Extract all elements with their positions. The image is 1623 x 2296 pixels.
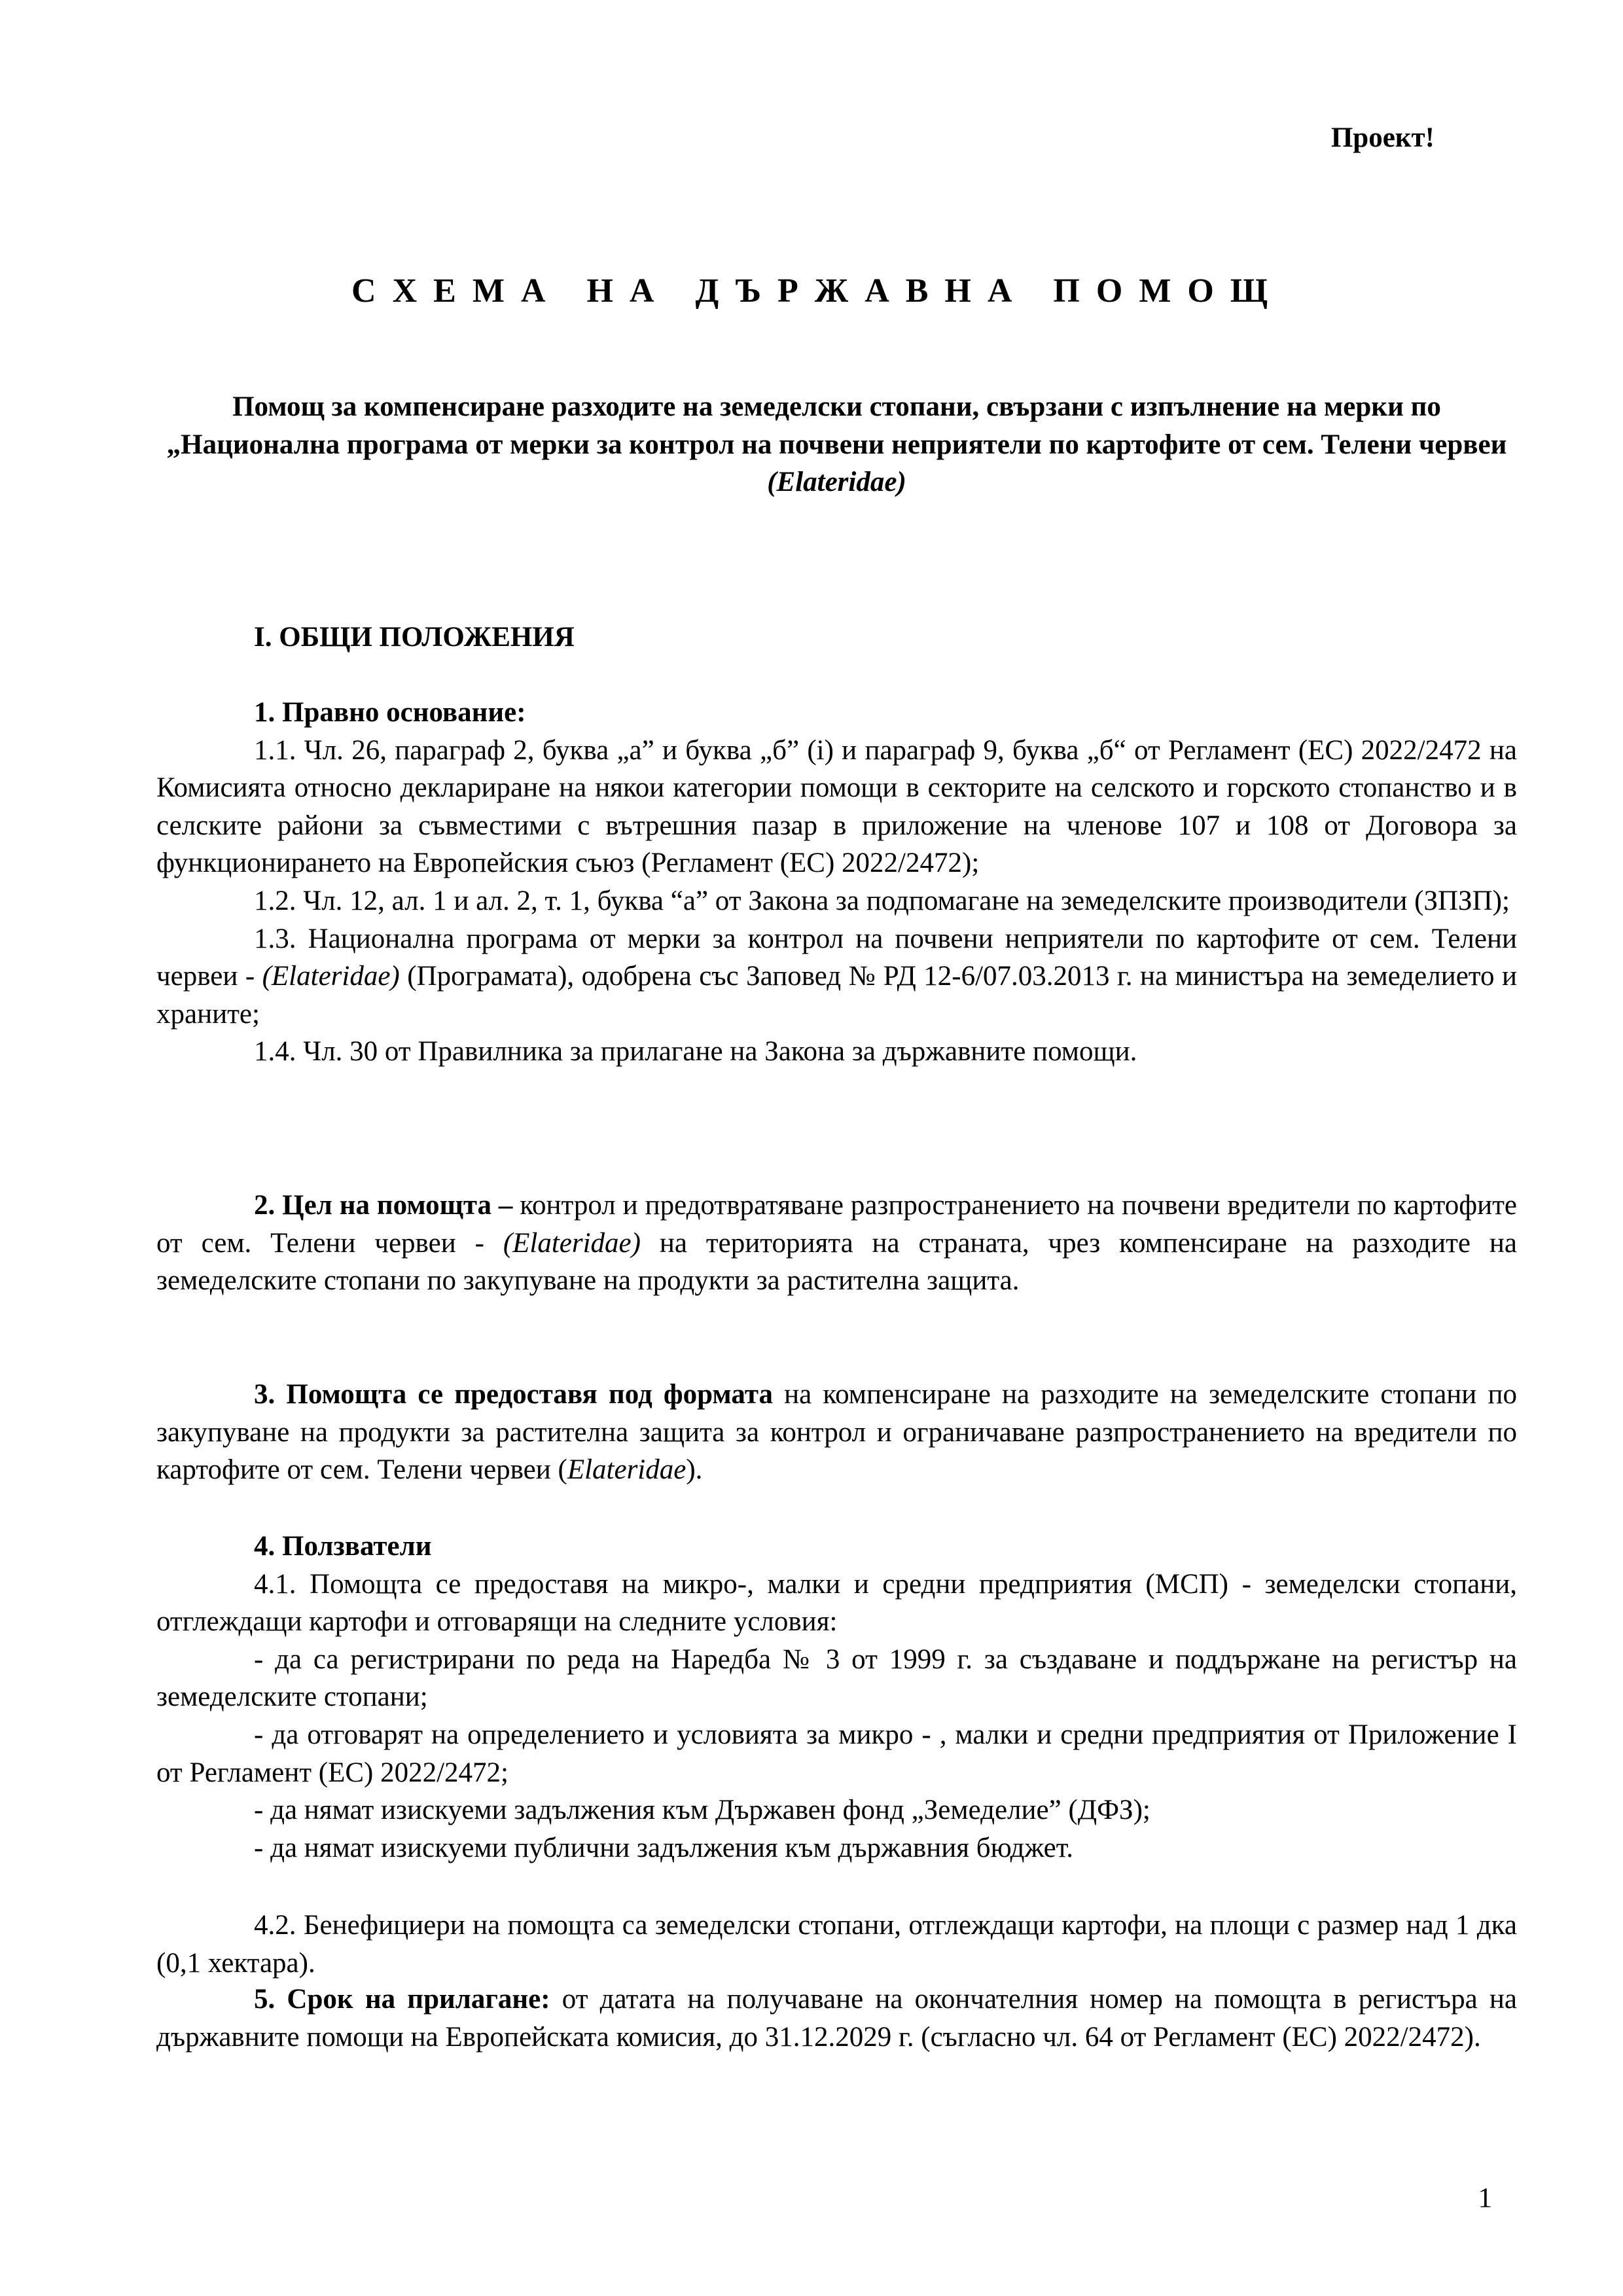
paragraph (156, 882, 1517, 920)
text-run: 2. Цел на помощта – (254, 1190, 513, 1221)
text-run: (Elateridae) (262, 961, 400, 992)
paragraph (156, 1791, 1517, 1829)
text-run: 4.1. Помощта се предоставя на микро-, малки и средни предприятия (МСП) - земеделски стопани, отглеждащи картофи и отговарящи на следните условия: (156, 1568, 1517, 1638)
paragraph (156, 1829, 1517, 1867)
paragraph (156, 1907, 1517, 1982)
text-run: 4.2. Бенефициери на помощта са земеделски стопани, отглеждащи картофи, на площи с размер над 1 дка (0,1 хектара). (156, 1910, 1517, 1979)
paragraph (156, 1528, 1517, 1566)
section-application-period (156, 1981, 1517, 2056)
text-run: 5. Срок на прилагане: (254, 1984, 550, 2015)
text-run: от датата на получаване на окончателния номер на помощта в регистъра на държавните помощи на Европейската комисия, до 31.12.2029 г. (съгласно чл. 64 от Регламент (ЕС) 2022/2472). (156, 1984, 1517, 2053)
section-aid-purpose (156, 1187, 1517, 1300)
paragraph (156, 694, 1517, 732)
paragraph (156, 1716, 1517, 1791)
text-run: 1. Правно основание: (254, 697, 526, 728)
paragraph (156, 1376, 1517, 1489)
text-run: - да нямат изискуеми задължения към Държавен фонд „Земеделие” (ДФЗ); (254, 1795, 1150, 1826)
section-beneficiaries (156, 1528, 1517, 1867)
paragraph (156, 1566, 1517, 1641)
paragraph (156, 1187, 1517, 1300)
text-run: - да нямат изискуеми публични задължения към държавния бюджет. (254, 1832, 1073, 1863)
paragraph (156, 1033, 1517, 1071)
paragraph (156, 732, 1517, 882)
text-run: 4. Ползватели (254, 1531, 432, 1562)
text-run: 1.4. Чл. 30 от Правилника за прилагане на Закона за държавните помощи. (254, 1036, 1137, 1067)
text-run: (Elateridae) (503, 1227, 641, 1259)
text-run: на територията на страната, чрез компенсиране на разходите на земеделските стопани по закупуване на продукти за растителна защита. (156, 1227, 1517, 1297)
text-run: I. ОБЩИ ПОЛОЖЕНИЯ (254, 622, 575, 653)
text-run: ). (686, 1454, 703, 1486)
text-run: - да са регистрирани по реда на Наредба № 3 от 1999 г. за създаване и поддържане на регистър на земеделските стопани; (156, 1643, 1517, 1713)
text-run: 1.1. Чл. 26, параграф 2, буква „а” и буква „б” (i) и параграф 9, буква „б“ от Регламент (ЕС) 2022/2472 на Комисията относно деклариране на някои категории помощи в секторите на селското и горското стопанство и в селските райони за съвместими с вътрешния пазар в приложение на членове 107 и 108 от Договора за функционирането на Европейския съюз (Регламент (ЕС) 2022/2472); (156, 734, 1517, 879)
text-run: 1.3. Национална програма от мерки за контрол на почвени неприятели по картофите от сем. Телени червеи - (156, 923, 1517, 992)
text-run: 1.2. Чл. 12, ал. 1 и ал. 2, т. 1, буква “а” от Закона за подпомагане на земеделските производители (ЗПЗП); (254, 885, 1510, 916)
section-aid-form (156, 1376, 1517, 1489)
text-run: на компенсиране на разходите на земеделските стопани по закупуване на продукти за растителна защита за контрол и ограничаване разпространението на вредители по картофите от сем. Телени червеи ( (156, 1379, 1517, 1486)
paragraph (156, 1981, 1517, 2056)
text-run: - да отговарят на определението и условията за микро - , малки и средни предприятия от Приложение I от Регламент (ЕС) 2022/2472; (156, 1719, 1517, 1788)
document-title: С Х Е М А Н А Д Ъ Р Ж А В Н А П О М О Щ (351, 272, 1272, 310)
paragraph (156, 1641, 1517, 1716)
text-run: 3. Помощта се предоставя под формата (254, 1379, 773, 1410)
paragraph (156, 920, 1517, 1033)
page-number: 1 (1478, 2183, 1492, 2214)
section-general-heading (156, 619, 1517, 656)
text-run: контрол и предотвратяване разпространението на почвени вредители по картофите от сем. Телени червеи - (156, 1190, 1517, 1259)
document-subtitle (156, 388, 1517, 501)
section-beneficiaries-area (156, 1907, 1517, 1982)
draft-label: Проект! (1330, 122, 1435, 153)
text-run: Elateridae (567, 1454, 687, 1486)
section-legal-basis (156, 694, 1517, 1071)
paragraph (156, 619, 1517, 656)
text-run: (Elateridae) (767, 467, 906, 498)
text-run: Помощ за компенсиране разходите на земеделски стопани, свързани с изпълнение на мерки по „Национална програма от мерки за контрол на почвени неприятели по картофите от сем. Телени червеи (166, 391, 1507, 460)
text-run: (Програмата), одобрена със Заповед № РД 12-6/07.03.2013 г. на министъра на земеделието и храните; (156, 961, 1517, 1030)
